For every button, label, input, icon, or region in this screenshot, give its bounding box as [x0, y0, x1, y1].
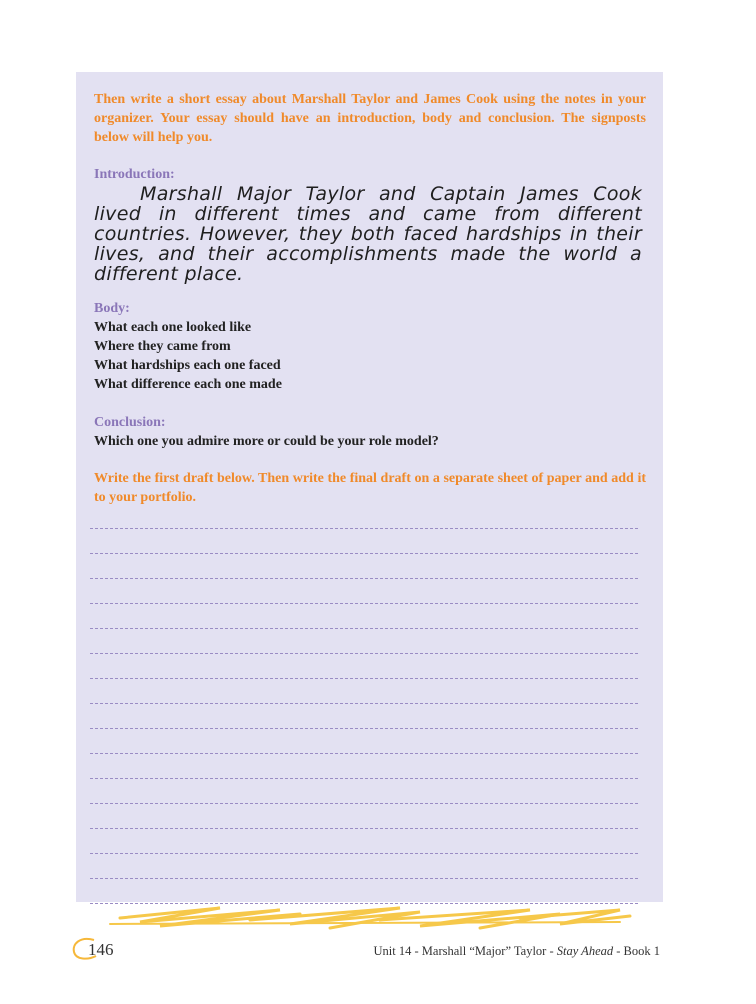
body-item: What difference each one made — [94, 377, 282, 392]
writing-line[interactable] — [90, 779, 638, 804]
writing-lines — [90, 504, 638, 904]
writing-line[interactable] — [90, 604, 638, 629]
footer-unit: Unit 14 - Marshall “Major” Taylor — [373, 944, 547, 958]
writing-line[interactable] — [90, 629, 638, 654]
writing-line[interactable] — [90, 679, 638, 704]
body-signposts — [94, 318, 282, 394]
writing-line[interactable] — [90, 754, 638, 779]
conclusion-heading: Conclusion: — [94, 415, 166, 430]
footer-citation — [374, 944, 660, 959]
writing-line[interactable] — [90, 704, 638, 729]
writing-line[interactable] — [90, 554, 638, 579]
introduction-handwritten-text: Marshall Major Taylor and Captain James Cook lived in different times and came from different countries. However, they both faced hardships in their lives, and their accomplishments made the world a different place. — [94, 183, 642, 285]
footer-book-number: - Book 1 — [613, 944, 660, 958]
writing-line[interactable] — [90, 804, 638, 829]
body-item: What each one looked like — [94, 320, 252, 335]
writing-line[interactable] — [90, 504, 638, 529]
brush-stroke-decoration — [100, 900, 640, 934]
body-item: What hardships each one faced — [94, 358, 281, 373]
writing-line[interactable] — [90, 829, 638, 854]
writing-line[interactable] — [90, 729, 638, 754]
introduction-heading: Introduction: — [94, 167, 175, 182]
writing-line[interactable] — [90, 579, 638, 604]
footer-book-title: Stay Ahead — [556, 944, 614, 958]
writing-line[interactable] — [90, 854, 638, 879]
footer-sep: - — [546, 944, 557, 958]
writing-line[interactable] — [90, 529, 638, 554]
body-item: Where they came from — [94, 339, 231, 354]
writing-line[interactable] — [90, 654, 638, 679]
essay-instructions: Then write a short essay about Marshall Taylor and James Cook using the notes in your organizer. Your essay should have an introduction, body and conclusion. The signposts below will help you. — [94, 92, 646, 145]
page-number: 146 — [88, 940, 114, 959]
body-heading: Body: — [94, 301, 130, 316]
conclusion-prompt: Which one you admire more or could be your role model? — [94, 434, 439, 449]
draft-instructions: Write the first draft below. Then write the final draft on a separate sheet of paper and add it to your portfolio. — [94, 471, 646, 505]
